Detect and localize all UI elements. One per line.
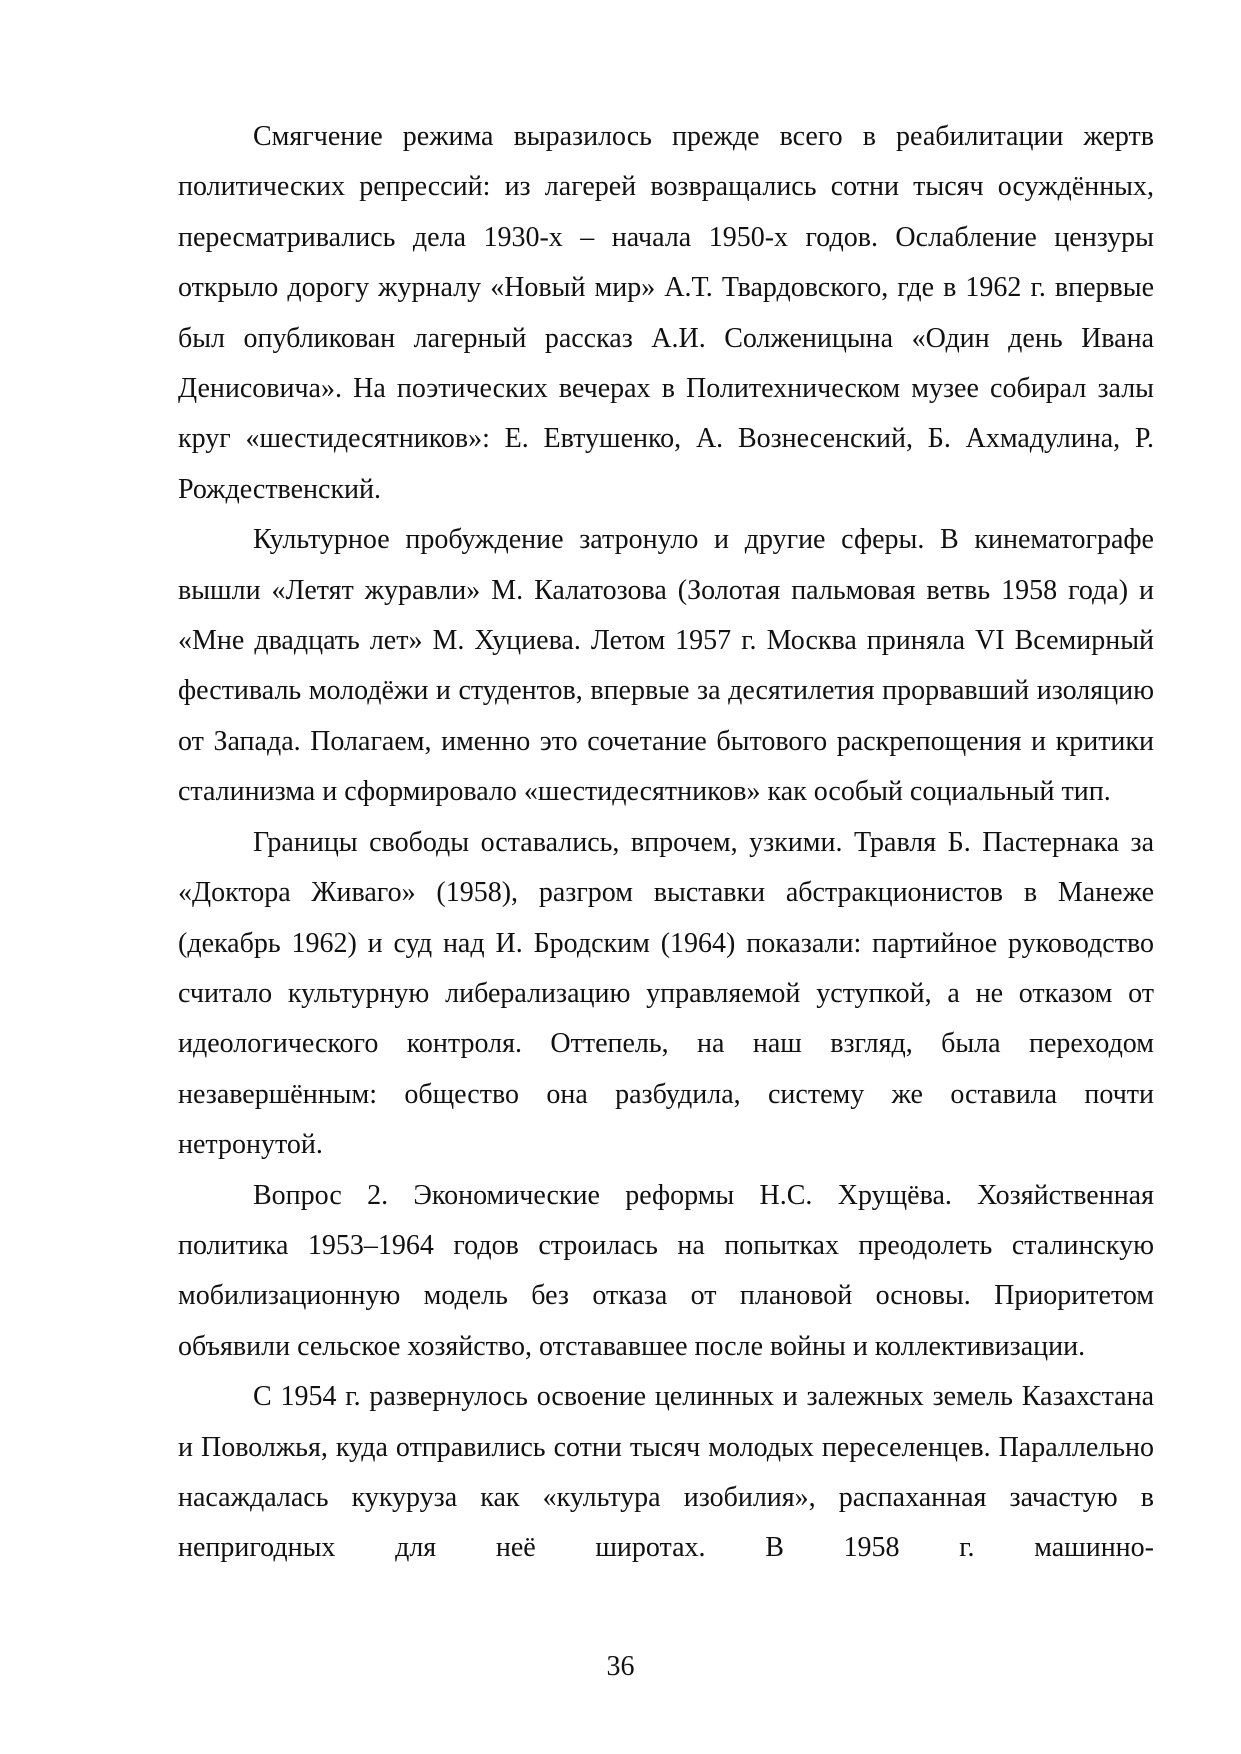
paragraph-freedom-limits: Границы свободы оставались, впрочем, узкими. Травля Б. Пастернака за «Доктора Живаго» (1958), разгром выставки абстракционистов в Манеже (декабрь 1962) и суд над И. Бродским (1964) показали: партийное руководство считало культурную либерализацию управляемой уступкой, а не отказом от идеологического контроля. Оттепель, на наш взгляд, была переходом незавершённым: общество она разбудила, систему же оставила почти нетронутой. <box>178 826 1154 1161</box>
paragraph-question-2: Вопрос 2. Экономические реформы Н.С. Хрущёва. Хозяйственная политика 1953–1964 годов строилась на попытках преодолеть сталинскую мобилизационную модель без отказа от плановой основы. Приоритетом объявили сельское хозяйство, отстававшее после войны и коллективизации. <box>178 1179 1154 1362</box>
document-body <box>178 112 1154 1574</box>
paragraph-rehabilitation: Смягчение режима выразилось прежде всего в реабилитации жертв политических репрессий: из лагерей возвращались сотни тысяч осуждённых, пересматривались дела 1930-х – начала 1950-х годов. Ослабление цензуры открыло дорогу журналу «Новый мир» А.Т. Твардовского, где в 1962 г. впервые был опубликован лагерный рассказ А.И. Солженицына «Один день Ивана Денисовича». На поэтических вечерах в Политехническом музее собирал залы круг «шестидесятников»: Е. Евтушенко, А. Вознесенский, Б. Ахмадулина, Р. Рождественский. <box>178 121 1154 505</box>
paragraph-culture: Культурное пробуждение затронуло и другие сферы. В кинематографе вышли «Летят журавли» М. Калатозова (Золотая пальмовая ветвь 1958 года) и «Мне двадцать лет» М. Хуциева. Летом 1957 г. Москва приняла VI Всемирный фестиваль молодёжи и студентов, впервые за десятилетия прорвавший изоляцию от Запада. Полагаем, именно это сочетание бытового раскрепощения и критики сталинизма и сформировало «шестидесятников» как особый социальный тип. <box>178 524 1154 808</box>
paragraph-virgin-lands: С 1954 г. развернулось освоение целинных и залежных земель Казахстана и Поволжья, куда отправились сотни тысяч молодых переселенцев. Параллельно насаждалась кукуруза как «культура изобилия», распаханная зачастую в непригодных для неё широтах. В 1958 г. машинно- <box>178 1381 1154 1564</box>
page-number: 36 <box>606 1651 635 1682</box>
